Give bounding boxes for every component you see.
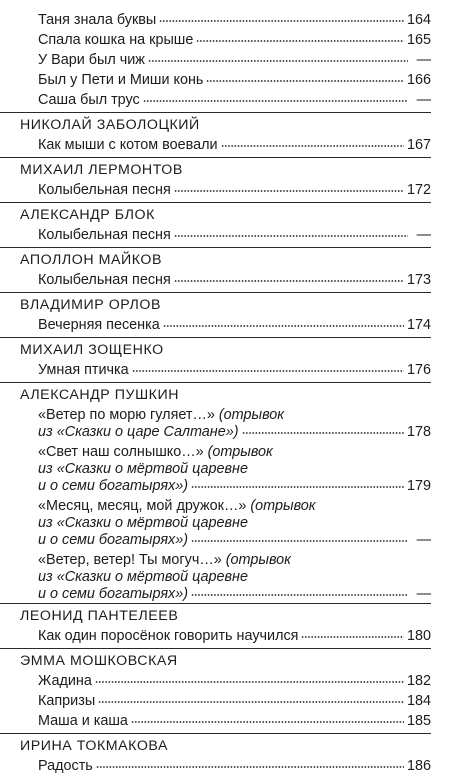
dot-leader [174,235,408,237]
dot-leader [221,145,404,147]
page-number: 182 [406,673,431,689]
dot-leader [131,721,404,723]
author-heading: АЛЕКСАНДР БЛОК [16,206,431,227]
toc-entry: «Ветер по морю гуляет…» (отрывок из «Сказки о царе Салтане») 178 [38,407,431,440]
toc-entry: Вечерняя песенка 174 [38,317,431,333]
dot-leader [301,636,404,638]
page-number: — [416,92,431,108]
dot-leader [132,370,404,372]
page-number: 184 [406,693,431,709]
toc-entry: Умная птичка 176 [38,362,431,378]
toc-entry: «Свет наш солнышко…» (отрывок из «Сказки о мёртвой царевне и о семи богатырях») 179 [38,444,431,494]
author-heading: МИХАИЛ ЗОЩЕНКО [16,341,431,362]
page-number: 166 [406,72,431,88]
dot-leader [159,20,404,22]
toc-entry: Колыбельная песня 173 [38,272,431,288]
dot-leader [196,40,404,42]
toc-entry: «Ветер, ветер! Ты могуч…» (отрывок из «Сказки о мёртвой царевне и о семи богатырях») — [38,552,431,602]
toc-entry: Колыбельная песня 172 [38,182,431,198]
dot-leader [98,701,404,703]
page-number: — [416,586,431,602]
toc-entry: Спала кошка на крыше 165 [38,32,431,48]
toc-entry: «Месяц, месяц, мой дружок…» (отрывок из «Сказки о мёртвой царевне и о семи богатырях») — [38,498,431,548]
page-number: 174 [406,317,431,333]
author-heading: АПОЛЛОН МАЙКОВ [16,251,431,272]
toc-entry: Как мыши с котом воевали 167 [38,137,431,153]
page-number: 179 [406,478,431,494]
toc-entry: Как один поросёнок говорить научился 180 [38,628,431,644]
page-number: 178 [406,424,431,440]
dot-leader [174,190,404,192]
toc-column [16,12,431,778]
dot-leader [191,594,408,596]
toc-entry: Таня знала буквы 164 [38,12,431,28]
dot-leader [96,766,404,768]
author-heading: ЛЕОНИД ПАНТЕЛЕЕВ [16,607,431,628]
author-heading: МИХАИЛ ЛЕРМОНТОВ [16,161,431,182]
author-heading: ИРИНА ТОКМАКОВА [16,737,431,758]
page-number: 167 [406,137,431,153]
dot-leader [174,280,404,282]
page-number: 165 [406,32,431,48]
toc-entry: Радость 186 [38,758,431,774]
dot-leader [163,325,404,327]
page-number: 185 [406,713,431,729]
dot-leader [206,80,404,82]
dot-leader [143,100,408,102]
toc-entry: Маша и каша 185 [38,713,431,729]
author-heading: ВЛАДИМИР ОРЛОВ [16,296,431,317]
dot-leader [95,681,404,683]
dot-leader [242,432,404,434]
page-number: 172 [406,182,431,198]
page-number: 173 [406,272,431,288]
page-number: 180 [406,628,431,644]
toc-entry: У Вари был чиж — [38,52,431,68]
author-heading: НИКОЛАЙ ЗАБОЛОЦКИЙ [16,116,431,137]
page-number: — [416,532,431,548]
dot-leader [191,486,404,488]
page-number: 164 [406,12,431,28]
page-number: — [416,52,431,68]
toc-entry: Саша был трус — [38,92,431,108]
author-heading: ЭММА МОШКОВСКАЯ [16,652,431,673]
page-number: — [416,227,431,243]
page-number: 186 [406,758,431,774]
page-number: 176 [406,362,431,378]
dot-leader [191,540,408,542]
toc-entry: Жадина 182 [38,673,431,689]
author-heading: АЛЕКСАНДР ПУШКИН [16,386,431,407]
toc-entry: Колыбельная песня — [38,227,431,243]
dot-leader [148,60,408,62]
toc-entry: Капризы 184 [38,693,431,709]
toc-entry: Был у Пети и Миши конь 166 [38,72,431,88]
